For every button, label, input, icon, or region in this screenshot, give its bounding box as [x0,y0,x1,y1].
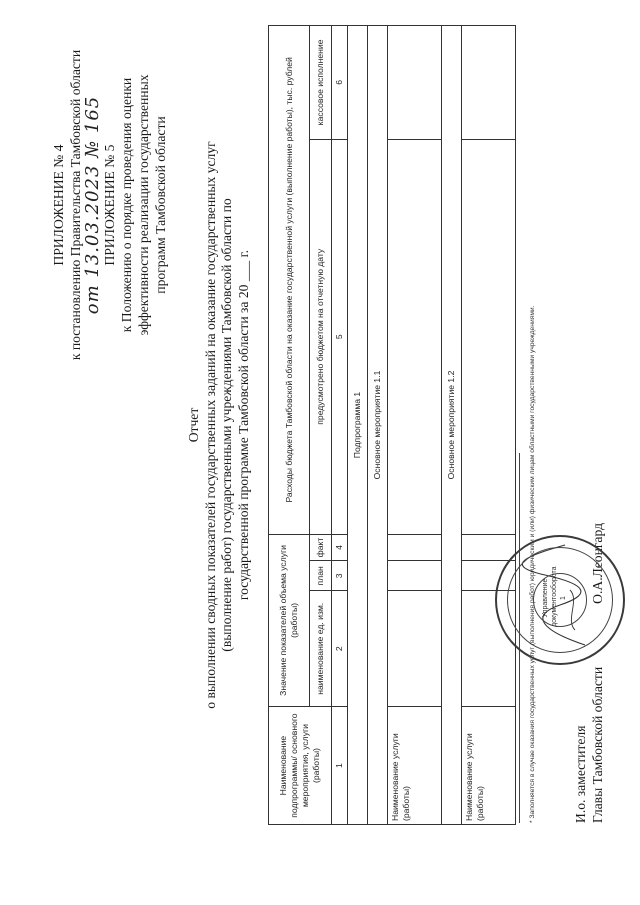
service-row-2-label: Наименование услуги (работы) [462,707,516,825]
cash-header: кассовое исполнение [310,26,332,140]
report-line-2: (выполнение работ) государственными учреждениями Тамбовской области по [219,198,234,652]
handwritten-date: от 13.03.2023 № 165 [82,95,103,315]
table-cell [388,591,442,707]
table-cell [388,534,442,561]
table-cell [388,139,442,534]
stamp-center-text: Управление документооборота 1 [542,566,567,627]
regulation-line-2: эффективности реализации государственных [136,74,151,336]
unit-header: наименование ед. изм. [310,591,332,707]
volume-group-header: Значение показателей объема услуги (работы) [269,534,310,706]
measure-1-row: Основное мероприятие 1.1 [368,26,388,825]
measure-2-row: Основное мероприятие 1.2 [442,26,462,825]
decree-line: к постановлению Правительства Тамбовской области [68,49,83,361]
report-title-block [186,25,252,825]
signature-name: О.А.Леонгард [590,523,605,604]
signature-position-line-1: И.о. заместителя [573,725,588,823]
plan-header: план [310,561,332,591]
fact-header: факт [310,534,332,561]
column-number: 2 [332,591,348,707]
column-number: 4 [332,534,348,561]
budget-plan-header: предусмотрено бюджетом на отчетную дату [310,139,332,534]
subprogram-row: Подпрограмма 1 [348,26,368,825]
budget-group-header: Расходы бюджета Тамбовской области на оказание государственной услуги (выполнение работы), тыс. рублей [269,26,310,535]
regulation-line-3: программ Тамбовской области [153,116,168,294]
table-row [388,26,442,825]
signature-position-line-2: Главы Тамбовской области [590,666,605,823]
col1-header: Наименование подпрограммы/ основного мероприятия, услуги (работы) [269,707,332,825]
column-number: 3 [332,561,348,591]
column-number: 6 [332,26,348,140]
table-cell [462,139,516,534]
appendix-title: ПРИЛОЖЕНИЕ № 4 [51,144,66,266]
report-line-1: о выполнении сводных показателей государственных заданий на оказание государственных услуг [202,141,218,709]
appendix-subtitle: ПРИЛОЖЕНИЕ № 5 [102,144,117,266]
footnote: * Заполняется в случае оказания государственных услуг (выполнения работ) юридическим и (или) физическим лицам областными государственными учреждениями. [529,305,536,823]
regulation-line-1: к Положению о порядке проведения оценки [119,77,134,333]
table-cell [462,26,516,140]
column-number: 5 [332,139,348,534]
official-stamp [495,535,625,665]
column-number: 1 [332,707,348,825]
table-row [462,26,516,825]
service-row-1-label: Наименование услуги (работы) [388,707,442,825]
report-title: Отчет [186,407,201,443]
table-cell [388,26,442,140]
column-number-row [332,26,348,825]
report-line-3: государственной программе Тамбовской области за 20 ___ г. [235,249,251,601]
table-cell [462,534,516,561]
appendix-header [50,25,169,385]
table-cell [388,561,442,591]
report-table [268,25,516,825]
